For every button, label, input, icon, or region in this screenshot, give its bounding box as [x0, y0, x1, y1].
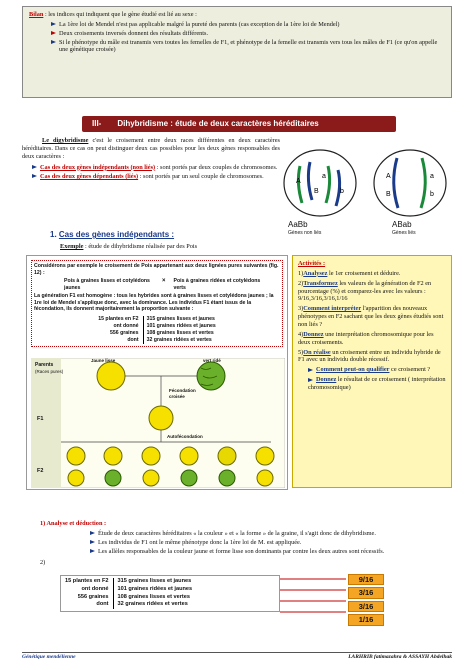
bilan-intro: : les indices qui indiquent que le gène étudié est lié au sexe : [44, 11, 197, 18]
analysis-item: Les allèles responsables de la couleur jaune et forme lisse son dominants par contre les deux autres sont récessifs. [90, 548, 452, 556]
ratio-badge: 1/16 [348, 614, 384, 625]
vert-ride-label: vert ridé [203, 358, 221, 363]
bilan-box [22, 6, 452, 98]
intro-paragraph: Le digybridisme c'est le croisement entre deux races différentes en deux caractères héréditaires. Dans ce cas on peut distinguer deux cas possibles pour les deux gènes responsables des deux caractères : Cas des deux gènes indépendants (non liés) : sont portés par deux couples de chromosomes. Cas des deux gènes dépendants (liés) : sont portés par un seul couple de chromosomes. [22, 137, 280, 181]
genes-right-label: ABab [392, 220, 412, 229]
arrow-bullet-icon [51, 31, 56, 35]
experiment-figure [26, 255, 288, 490]
svg-text:b: b [340, 188, 344, 195]
example-line: Exemple : étude de dihybridisme réalisée par des Pois [60, 243, 198, 250]
results-table: 15 plantes en F2 ont donné 556 graines dont 315 graines lisses et jaunes 101 graines ridées et jaunes 108 graines lisses et vertes 32 graines ridées et vertes [60, 575, 280, 612]
svg-text:B: B [314, 188, 319, 195]
ratio-badge: 3/16 [348, 587, 384, 598]
analysis-num2: 2) [40, 559, 46, 567]
genes-figure [282, 148, 452, 240]
activity-item: 3)Comment interpréter l'apparition des nouveaux phénotypes en F2 sachant que les deux gènes étudiés sont non liés ? [298, 305, 444, 329]
jaune-lisse-label: Jaune lisse [91, 358, 116, 363]
analysis-title: 1) Analyse et déduction : [40, 520, 107, 527]
ratio-list [348, 574, 384, 628]
ratio-badge: 3/16 [348, 601, 384, 612]
analysis-item: Les individus de F1 ont le même phénotype donc la 1ère loi de M. est appliquée. [90, 539, 452, 547]
activities-title: Activités : [298, 260, 326, 267]
svg-text:a: a [322, 173, 326, 180]
f2-label: F2 [37, 468, 44, 474]
autofecondation-label: Autofécondation [167, 434, 203, 439]
subsection-title: 1. Cas des gènes indépendants : [50, 230, 175, 239]
bilan-item: Deux croisements inversés donnent des résultats différents. [51, 30, 445, 38]
svg-text:a: a [430, 173, 434, 180]
genes-left-sub: Gènes non liés [288, 230, 322, 236]
arrow-bullet-icon [51, 22, 56, 26]
footer-left: Génétique mendélienne [22, 654, 76, 660]
arrow-bullet-icon [32, 174, 37, 178]
parents-label: Parents [35, 362, 54, 368]
races-label: (Races pures) [35, 369, 64, 374]
arrow-bullet-icon [90, 549, 95, 553]
genes-left-label: AaBb [288, 220, 308, 229]
genes-right-sub: Gènes liés [392, 230, 416, 236]
page-footer [22, 652, 452, 661]
analysis-section [40, 520, 452, 567]
activities-box [292, 255, 452, 488]
svg-text:A: A [296, 178, 301, 185]
fecondation-label: Fécondation croisée [169, 388, 196, 399]
footer-right: LARHRIB fatimazahra & ASSAYH Abdelhak [348, 654, 452, 660]
ratio-arrows [280, 574, 348, 624]
bilan-item: Si le phénotype du mâle est transmis vers toutes les femelles de F1, et phénotype de la femelle est transmis vers tous les mâles de F1 (ce qu'on appelle une génétique croisée) [51, 39, 445, 55]
experiment-text: Considérons par exemple le croisement de Pois appartenant aux deux lignées pures suivantes (fig. 12) : Pois à graines lisses et cotylédons jaunes × Pois à graines ridées et cotylédons verts La génération F1 est homogène : tous les hybrides sont à graines lisses et cotylédons jaunes ; la 1re loi de Mendel s'applique donc, avec la dominance. Les individus F1 étant issus de la fécondation, ils donnent majoritairement la proportion suivante : 15 plantes en F2 ont donné 556 graines dont 315 graines lisses et jaunes 101 graines ridées et jaunes 108 graines lisses et vertes 32 graines ridées et vertes [31, 260, 283, 347]
activity-item: 5)On réalise un croisement entre un individu hybride de F1 avec un individu double récessif. [298, 348, 441, 364]
f1-label: F1 [37, 416, 44, 422]
activity-item: Donnez le résultat de ce croisement ( interprétation chromosomique) [308, 376, 446, 392]
arrow-bullet-icon [51, 40, 56, 44]
bilan-label: Bilan [29, 11, 44, 18]
arrow-bullet-icon [308, 378, 313, 382]
activity-item: 1)Analysez le 1er croisement et déduire. [298, 269, 401, 277]
arrow-bullet-icon [90, 531, 95, 535]
activity-item: 2)Transformez les valeurs de la génération de F2 en pourcentage (%) et comparez-les avec les valeurs : 9/16,3/16,3/16,1/16 [298, 279, 432, 303]
arrow-bullet-icon [308, 368, 313, 372]
activity-item: Comment peut-on qualifier ce croisement ? [298, 366, 446, 374]
arrow-bullet-icon [90, 540, 95, 544]
arrow-bullet-icon [32, 165, 37, 169]
section-title: III- Dihybridisme : étude de deux caractères héréditaires [82, 116, 396, 132]
svg-text:B: B [386, 191, 391, 198]
ratio-badge: 9/16 [348, 574, 384, 585]
svg-text:A: A [386, 173, 391, 180]
bilan-item: La 1ère loi de Mendel n'est pas applicable malgré la pureté des parents (cas exception de la 1ère loi de Mendel) [51, 21, 445, 29]
analysis-item: Étude de deux caractères héréditaires « la couleur » et « la forme » de la graine, il s'agit donc de dihybridisme. [90, 530, 452, 538]
activity-item: 4)Donnez une interprétation chromosomique pour les deux croisements. [298, 330, 434, 346]
svg-text:b: b [430, 191, 434, 198]
